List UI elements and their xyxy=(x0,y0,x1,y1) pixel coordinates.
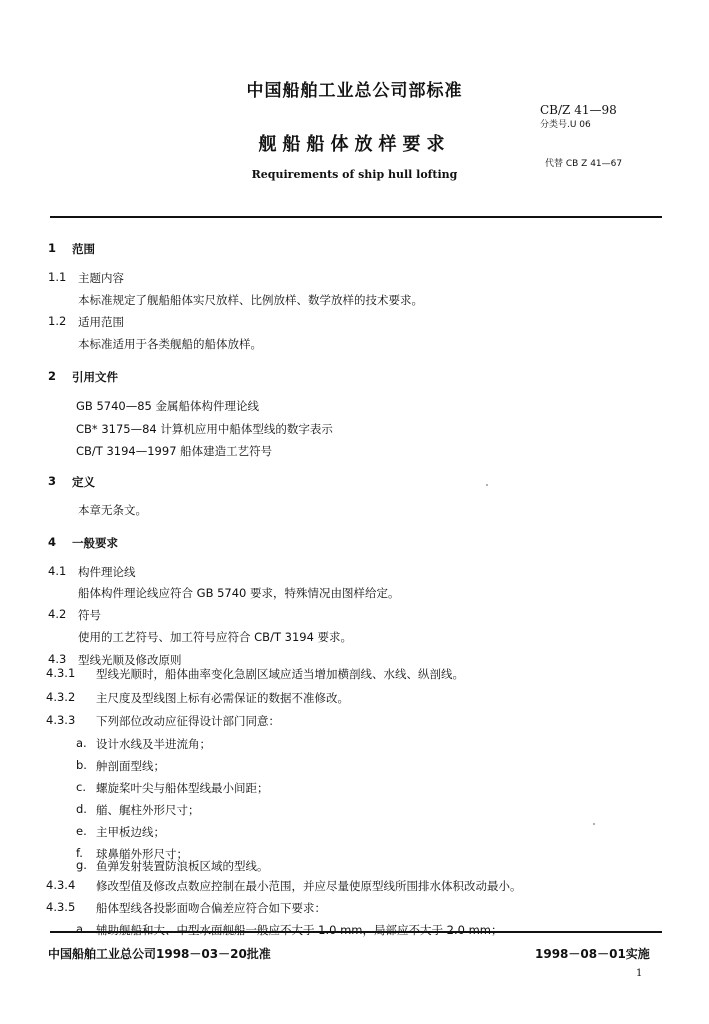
clause-text: 范围 xyxy=(72,242,95,256)
clause-text: 舯剖面型线； xyxy=(96,759,165,773)
clause-number: 4.3 xyxy=(48,652,67,666)
clause-text: CB/T 3194—1997 船体建造工艺符号 xyxy=(76,444,273,458)
clause-text: 船体型线各投影面吻合偏差应符合如下要求： xyxy=(96,901,326,915)
implementation-date: 1998－08－01实施 xyxy=(535,947,650,961)
clause-number: 1 xyxy=(48,241,57,255)
clause-text: 型线光顺时，船体曲率变化急剧区域应适当增加横剖线、水线、纵剖线。 xyxy=(96,667,464,681)
clause-text: 修改型值及修改点数应控制在最小范围，并应尽量使原型线所围排水体积改动最小。 xyxy=(96,879,522,893)
clause-number: 4.3.1 xyxy=(46,666,76,680)
clause-number: 4.3.4 xyxy=(46,878,76,892)
clause-number: 4.3.3 xyxy=(46,713,76,727)
clause-text: 引用文件 xyxy=(72,370,118,384)
clause-text: 螺旋桨叶尖与船体型线最小间距； xyxy=(96,781,269,795)
clause-text: 一般要求 xyxy=(72,536,118,550)
clause-text: 型线光顺及修改原则 xyxy=(78,653,182,667)
clause-text: 设计水线及半进流角； xyxy=(96,737,211,751)
clause-number: 4 xyxy=(48,535,57,549)
clause-number: g. xyxy=(76,858,87,872)
footer-divider xyxy=(50,931,662,933)
clause-number: c. xyxy=(76,780,86,794)
document-title-english: Requirements of ship hull lofting xyxy=(251,168,458,181)
clause-text: 鱼弹发射装置防浪板区域的型线。 xyxy=(96,859,269,873)
clause-number: 1.1 xyxy=(48,270,67,284)
clause-number: d. xyxy=(76,802,87,816)
clause-number: 4.2 xyxy=(48,607,67,621)
issuing-organization: 中国船舶工业总公司部标准 xyxy=(246,81,463,101)
clause-text: 球鼻艏外形尺寸； xyxy=(96,847,188,861)
clause-text: 本标准规定了舰船船体实尺放样、比例放样、数学放样的技术要求。 xyxy=(78,293,423,307)
clause-text: CB* 3175—84 计算机应用中船体型线的数字表示 xyxy=(76,422,333,436)
clause-number: 4.1 xyxy=(48,564,67,578)
page-number: 1 xyxy=(636,968,643,979)
scan-speck xyxy=(593,823,595,825)
clause-text: 下列部位改动应征得设计部门同意： xyxy=(96,714,280,728)
clause-text: 辅助舰船和大、中型水面舰船一般应不大于 1.0 mm，局部应不大于 2.0 mm； xyxy=(96,923,503,937)
clause-text: 艏、艉柱外形尺寸； xyxy=(96,803,200,817)
classification-code: 分类号.U 06 xyxy=(540,120,591,130)
clause-number: 4.3.5 xyxy=(46,900,76,914)
replaces-standard: 代替 CB Z 41—67 xyxy=(545,159,623,169)
header-divider xyxy=(50,216,662,218)
clause-text: 主题内容 xyxy=(78,271,124,285)
clause-number: a. xyxy=(76,736,87,750)
clause-text: 定义 xyxy=(72,475,95,489)
clause-text: 本标准适用于各类舰船的船体放样。 xyxy=(78,337,262,351)
clause-number: 2 xyxy=(48,369,57,383)
standard-code: CB/Z 41—98 xyxy=(540,103,617,117)
approval-statement: 中国船舶工业总公司1998－03－20批准 xyxy=(48,947,271,961)
clause-number: e. xyxy=(76,824,87,838)
clause-text: 主甲板边线； xyxy=(96,825,165,839)
clause-text: 本章无条文。 xyxy=(78,503,147,517)
clause-number: 3 xyxy=(48,474,57,488)
clause-text: 使用的工艺符号、加工符号应符合 CB/T 3194 要求。 xyxy=(78,630,353,644)
clause-number: f. xyxy=(76,846,83,860)
clause-number: 4.3.2 xyxy=(46,690,76,704)
clause-number: a. xyxy=(76,922,87,936)
document-title-chinese: 舰船船体放样要求 xyxy=(258,134,451,155)
clause-text: 适用范围 xyxy=(78,315,124,329)
clause-text: 主尺度及型线图上标有必需保证的数据不准修改。 xyxy=(96,691,349,705)
clause-number: b. xyxy=(76,758,87,772)
clause-text: 构件理论线 xyxy=(78,565,136,579)
clause-text: 符号 xyxy=(78,608,101,622)
clause-number: 1.2 xyxy=(48,314,67,328)
clause-text: 船体构件理论线应符合 GB 5740 要求，特殊情况由图样给定。 xyxy=(78,586,400,600)
clause-text: GB 5740—85 金属船体构件理论线 xyxy=(76,399,260,413)
scan-speck xyxy=(486,484,488,486)
